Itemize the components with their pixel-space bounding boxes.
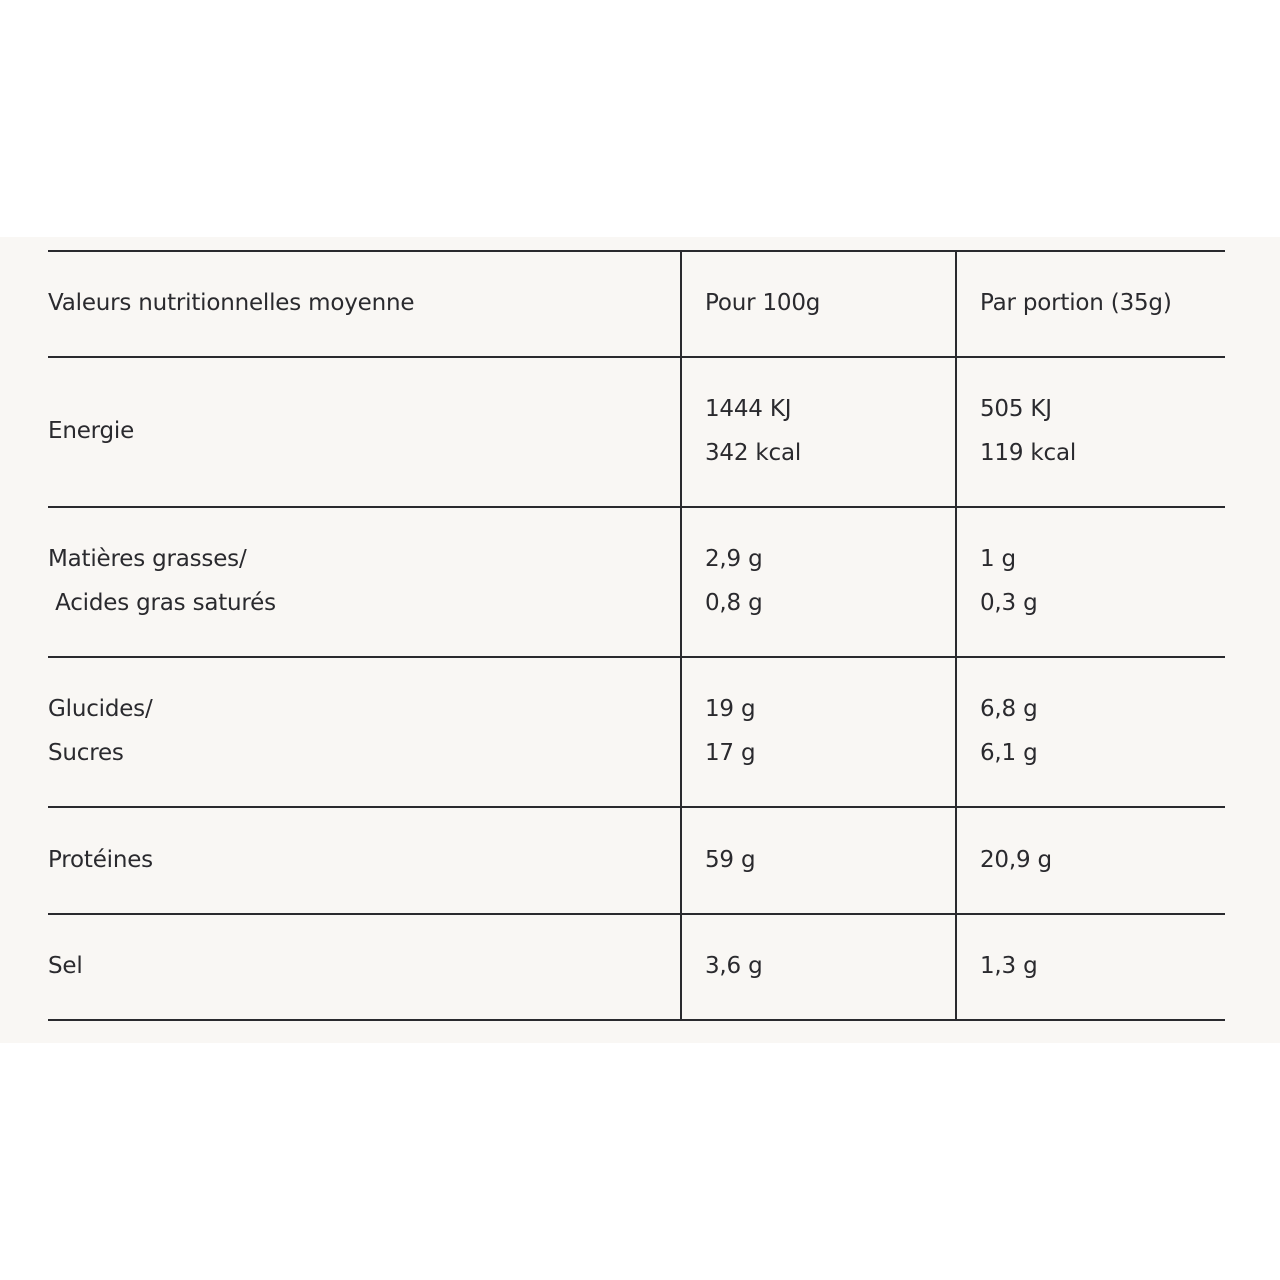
row-label [48,537,276,625]
column-divider [955,250,957,1021]
row-label [48,944,83,988]
column-divider [680,250,682,1021]
nutrition-table [0,237,1280,1043]
table-rule [48,913,1225,915]
value-text: 20,9 g [980,847,1052,873]
table-rule-top [48,250,1225,252]
row-label-text: Sel [48,953,83,979]
value-text: 0,3 g [980,590,1038,616]
value-text: 59 g [705,847,756,873]
value-text: 342 kcal [705,440,802,466]
row-per-100g [705,387,801,475]
value-text: 505 KJ [980,396,1052,422]
row-per-portion [980,687,1038,775]
value-text: 1,3 g [980,953,1038,979]
header-label: Valeurs nutritionnelles moyenne [48,290,415,316]
row-label-text: Sucres [48,740,124,766]
value-text: 17 g [705,740,756,766]
value-text: 1444 KJ [705,396,792,422]
row-per-100g [705,838,755,882]
table-rule [48,656,1225,658]
value-text: 6,8 g [980,696,1038,722]
row-per-100g [705,944,763,988]
row-per-100g [705,687,755,775]
table-rule [48,506,1225,508]
header-per-100g: Pour 100g [705,290,821,316]
row-label [48,838,153,882]
table-rule-bottom [48,1019,1225,1021]
row-per-portion [980,838,1052,882]
row-per-portion [980,387,1076,475]
value-text: 2,9 g [705,546,763,572]
value-text: 19 g [705,696,756,722]
row-label [48,687,153,775]
value-text: 119 kcal [980,440,1077,466]
row-label-text: Protéines [48,847,153,873]
row-per-portion [980,944,1038,988]
row-per-100g [705,537,763,625]
row-label-text: Glucides/ [48,696,153,722]
table-rule [48,356,1225,358]
value-text: 6,1 g [980,740,1038,766]
value-text: 3,6 g [705,953,763,979]
row-label-text: Matières grasses/ [48,546,247,572]
value-text: 0,8 g [705,590,763,616]
row-label [48,409,134,453]
table-rule [48,806,1225,808]
row-per-portion [980,537,1038,625]
header-per-portion: Par portion (35g) [980,290,1172,316]
row-label-text: Acides gras saturés [48,590,276,616]
row-label-text: Energie [48,418,135,444]
value-text: 1 g [980,546,1016,572]
